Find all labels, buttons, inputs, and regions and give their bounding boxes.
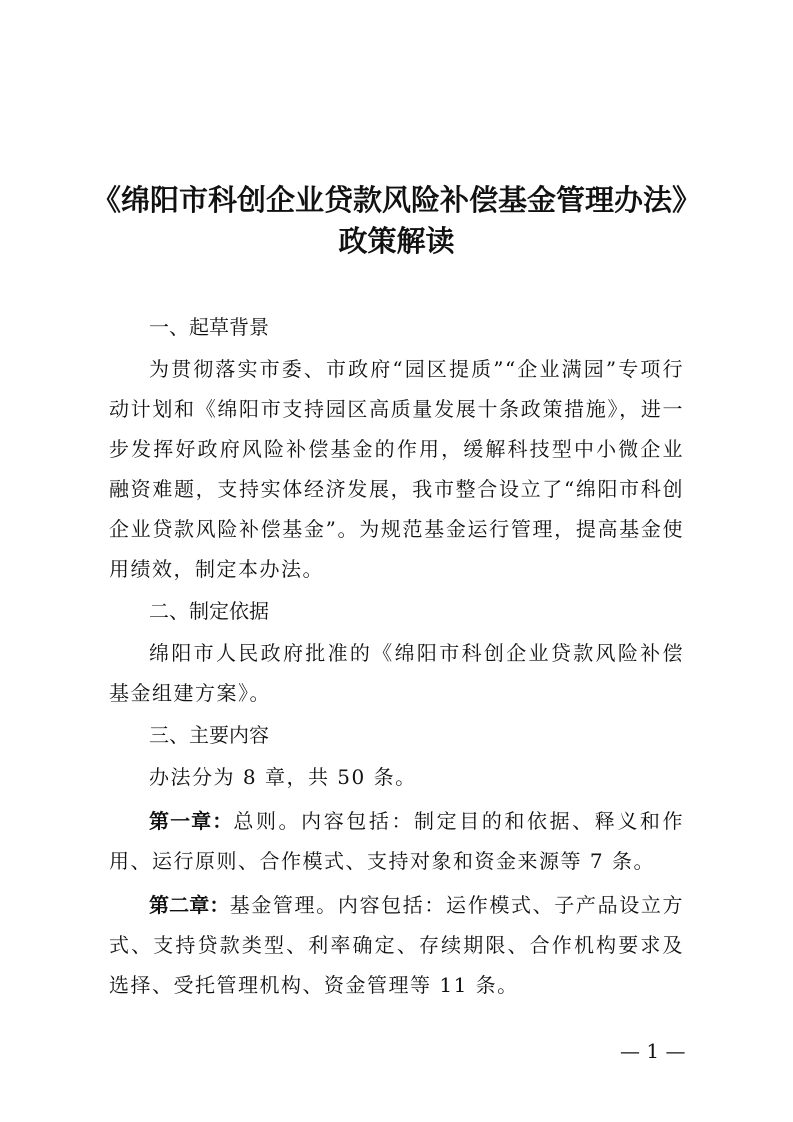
chapter-1-text: 总则。内容包括：制定目的和依据、释义和作用、运行原则、合作模式、支持对象和资金来源等 7 条。 — [109, 809, 685, 873]
chapter-1-label: 第一章： — [149, 809, 234, 833]
chapter-2-paragraph — [109, 885, 684, 1005]
chapter-2-label: 第二章： — [149, 893, 230, 917]
page-number: — 1 — — [620, 1039, 686, 1063]
section-heading-basis: 二、制定依据 — [149, 599, 269, 623]
document-title-line-2: 政策解读 — [338, 224, 455, 258]
overview-paragraph: 办法分为 8 章，共 50 条。 — [149, 765, 417, 789]
document-title-line-1: 《绵阳市科创企业贷款风险补偿基金管理办法》 — [91, 183, 701, 217]
chapter-2-text: 基金管理。内容包括：运作模式、子产品设立方式、支持贷款类型、利率确定、存续期限、合作机构要求及选择、受托管理机构、资金管理等 11 条。 — [109, 893, 685, 997]
chapter-1-paragraph — [109, 801, 684, 881]
section-heading-background: 一、起草背景 — [149, 315, 269, 339]
background-paragraph: 为贯彻落实市委、市政府“园区提质”“企业满园”专项行动计划和《绵阳市支持园区高质量发展十条政策措施》，进一步发挥好政府风险补偿基金的作用，缓解科技型中小微企业融资难题，支持实体经济发展，我市整合设立了“绵阳市科创企业贷款风险补偿基金”。为规范基金运行管理，提高基金使用绩效，制定本办法。 — [109, 357, 684, 581]
section-heading-main-content: 三、主要内容 — [149, 723, 269, 747]
basis-paragraph: 绵阳市人民政府批准的《绵阳市科创企业贷款风险补偿基金组建方案》。 — [109, 641, 684, 705]
document-body — [109, 309, 684, 1009]
